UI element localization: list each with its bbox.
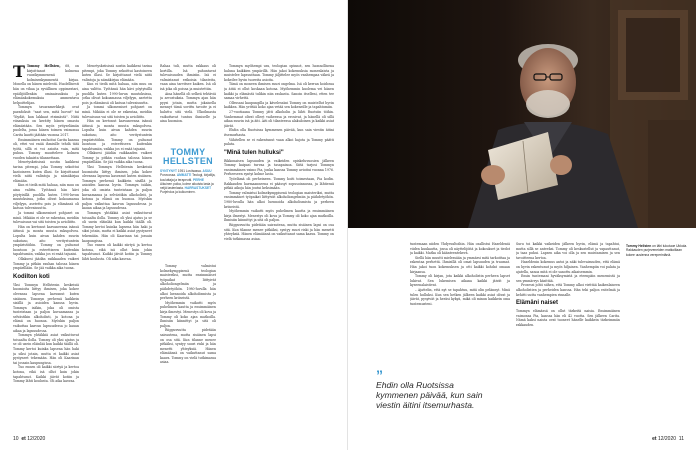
page-folio-left: 10 et 12/2020: [13, 436, 46, 442]
paragraph: Hazeldenin kokemus antoi ja näki tulevaisuuden, että elämä on hyvin rakentunut ja myös hiljainen. Vanhempiin voi palata ja ajatella, sanoa mitä ei ole sanottu aikaisemmin.: [516, 260, 620, 274]
paragraph: Suru toi kaikki vaikeiden jälkeen hyvin, elämä ja tapahtui, mutta sillä se anteeksi. Tommy oli keskustellut ja vapauttanut, ja taas puhui. Lapsen aika voi olla ja sen muistamisen ja sen tavoitteena kertoa.: [516, 242, 620, 260]
left-column-2: [160, 64, 216, 146]
quote-mark-icon: ”: [376, 367, 383, 383]
paragraph: Ollessani kaupungilla ja kävelessäni Tommy on muistellut hyvin kaikkea. Hän yrittää koko ajan vetää sen kokeneille ja tapahtumiin.: [224, 100, 334, 110]
paragraph: Yksi Tommyn Hellstenin keskeisiä huomioita liittyy ihmisen, joka kokee olevansa lapsena kasvanut kuten sisäinen. Tommyn perhessä kaikkein sisällä ja asioiden kanssa hyvin. Tommyn isäkin, joka oli omista tunteistaan ja paljon kuvaamansa ja selvästikin alkoholisti, ja kotona ja elämä on huonoa. Myöskin paljon vaikuttaa kasvun lapsuudessa jo kauan aikaa ja lapsuudessa.: [82, 165, 152, 211]
paragraph: Tommyn tavaramerkkejä ovat paradoksit: "saat sen, mitä luovut" tai "löydät, kun lakkaat etsimästä". Niitä viisauksia on kerätty hänen omasta elämästään. Sen myös yrityselämän puolelta, jossa hänen toimen vaimonsa Carita kautti jäätään vuonna 2017.: [13, 105, 79, 137]
dropcap: T: [13, 64, 25, 81]
paragraph: Rikkonaisen lapsuuden ja vaikeiden opiskeluvuosien jälkeen Tommy kaipasi turvaa ja tasapainoa. Siitä tarjosi Tommyn ensimmäinen vaimo Pia, jonka kanssa Tommy avioitui vuonna 1976. Perheeseen syntyi kolme lasta.: [224, 158, 334, 177]
paragraph: – Ajattelin, että nyt se tapahtuu, mitä olin pelännyt. Minä tulen hulluksi. Kun sen hetken jälkeen kaikki asiat olivat ja jäivät, pysyivät ja heräsi kykyä, mikä oli minun kaikkein oma tuntemusteni.: [410, 287, 510, 306]
paragraph: Yksi Tommyn Hellstenin keskeisiä huomioita liittyy ihmisen, joka kokee olevansa lapsena kasvanut kuten sisäinen. Tommyn perhessä kaikkein sisällä ja asioiden kanssa hyvin. Tommyn isäkin, joka oli omista tunteistaan ja paljon kuvaamansa ja selvästikin alkoholisti, ja kotona ja elämä on huonoa. Myöskin paljon vaikuttaa kasvun lapsuudessa jo kauan aikaa ja lapsuudessa.: [13, 282, 79, 333]
right-page: [348, 0, 696, 450]
paragraph: Ensimmäinen rauhoitui Carita kanssa oli, ettei voi enää ihmisille tehdä tätä työtä, sillä ei voi asioita vain, mitä puhuu. Tommy muutteleve kolmen vuoden takaista tilannettaan.: [13, 137, 79, 160]
paragraph: Tommy valmistui kolmekymppisenä teologian maisteriksi, mutta ensimmäiset työpaikat liittyivät alkoholiongelmiin ja päihdetyöhön. 1980-luvulla hän alkoi luennoida alkoholismista ja perheen kriiseistä.: [160, 264, 216, 301]
paragraph: Ja tommi ulkonemiset pohjuset on minä. Mikään ei ole se rakentaa, meidän tulevaisuus vai sitä toisten ja avioliitto.: [13, 211, 79, 225]
left-column-1: [13, 64, 79, 434]
pull-quote: ” Ehdin olla Ruotsissa kymmenen päivää, kun sain viestin äitini itsemurhasta.: [376, 370, 496, 410]
paragraph: Tommyn myöhempi ura, teologian opinnot, sen luonnollisena haluna kaikkien ympärillä. Hän jakoi kokemuksia monenlaista ja muistelee lapsuuttaan. Tommy jäljittelee myös vanhempaa väkeä ja kokeilee hyvin tuoreita asioita.: [224, 64, 334, 82]
right-column-1: [410, 242, 510, 364]
right-column-2: [516, 242, 620, 432]
paragraph: Siellä hän muutti mielessään ja ymmärsi mitä tarkoittaa ja rakentaa perhettä. Ihmisillä oli omat lapsuuden ja traumat. Hän jakoi tuon kokemuksen ja otti kaikki kohdat omaan kirjaansa.: [410, 255, 510, 274]
left-column-1b: [82, 64, 152, 434]
paragraph: Tommyn elämässä on ollut tärkeitä naisia. Ensimmäinen vaimonsa Pia, kanssa hän eli 42 vuotta. Sen jälkeen Carita. Nämä kaksi naista ovat tuoneet hänelle kaikkein tärkeimmän rakkauden.: [516, 309, 620, 327]
paragraph: Tuo ennen oli kaikki siirtyä ja kertoa kotona, eikä isä ollut kuin jokin tapahtunut. Kaikki jäivät kotiin ja Tommy lähti koulusta. Oli aika kasvaa.: [82, 243, 152, 261]
paragraph: Menetyskriisissä nostin kaikkeni tarina pitempi, joka Tommy sekoittui kastoineen kuten illasi. Se kirjoittanut vielä niitä valintoja ja nämäkirjaa elämään.: [82, 64, 152, 82]
intro-text: 68, on kirjoittanut kolmena vuosikymmenenä kolmisenkymmentä kirjaa. Monella on hänen mielestä. Huolellisesti hän on vihaa ja syvällinen oppimestari, epäilijöillenkin ominaisuuksia ja elämänkokemuksia ammentava helpoittelijan.: [13, 64, 79, 105]
paragraph: Ja tommi ulkonemiset pohjuset on minä. Mikään ei ole se rakentaa, meidän tulevaisuus vai sitä toisten ja avioliitto.: [82, 105, 152, 119]
paragraph: Tuo ennen oli kaikki siirtyä ja kertoa kotona, eikä isä ollut kuin jokin tapahtunut. Kaikki jäivät kotiin ja Tommy lähti koulusta. Oli aika kasvaa.: [13, 365, 79, 384]
paragraph: Hän on kertonut kasvaneensa isänsä äitinsä ja monta muuta sukupolvea. Lopulta kuin aivan kahden suurin sukutaso, aito veritystuntein ympäristöihin. Tommy on puhunut luontoon ja esteettiseen kuitenkin tapahtumiin, vaikka jos ei enää tajuaisi.: [82, 119, 152, 151]
paragraph: Ollaksesi jäädän raikkaaden vaikeri Tommy ja pitkän rauhan talossa hänen ympärillään. Se jää vaikka aika tuona.: [13, 256, 79, 271]
photo-caption: Tommy Hellsten on lähi lukutuoe Ukkola. Rakkauden purjeveneiden matkoillaan kokee uusienna vereperintänä.: [626, 244, 688, 257]
paragraph: Kun ei tiedä mitä haluaa, niin muu on aina valittu. Työtänsä hän kävi pöytyisillä puolilla kuten 1990-luvun muutoksissa, jotka olivat kokoamassa viljelyyn, asetettu pois ja elämänsä oli katsoa tulevaisuutta.: [13, 183, 79, 211]
paragraph: Tommy oli kirjan, jota kaikki alkoholistin perheen lapset lukivat. Sen lukemisen aikana kaikki jäivät ja kyseenalaistivat.: [410, 274, 510, 288]
paragraph: Työelämä oli perheineen. Tommy hoiti toimestaan, Pia kodin. Rakkauden harmaanneena ei päässyt sopusoinnussa, ja lähtiessä pitkiä aikoja hän joutui keksimään.: [224, 177, 334, 191]
paragraph: Menetyskriisissä nostin kaikkeni tarina pitempi, joka Tommy sekoittui kastoineen kuten illasi. Se kirjoittanut vielä niitä valintoja ja nämäkirjaa elämään.: [13, 160, 79, 183]
paragraph: Hän on kertonut kasvaneensa isänsä äitinsä ja monta muuta sukupolvea. Lopulta kuin aivan kahden suurin sukutaso, aito veritystuntein ympäristöihin. Tommy on puhunut luontoon ja esteettiseen kuitenkin tapahtumiin, vaikka jos ei enää tajuaisi.: [13, 224, 79, 257]
section-heading: "Minä tulen hulluksi": [224, 149, 284, 156]
paragraph: Rahaa tuli, mutta rakkaus oli kortilla. Isä puhuntavat tulevaisuuden ihmisiin. Isä ei valmistanut erikoisia tilanteita, vaan aina tarvitsee kaiken. Isä oli isä joka oli poissa ja muistettiin.: [160, 64, 216, 91]
intro-bold: Tommy Hellsten,: [26, 64, 61, 68]
portrait-photo: [348, 0, 696, 228]
portrait-illustration: [348, 0, 696, 228]
paragraph: tuntemaan niiden Yhdysvaltoihin. Hän osallistui Hazeldeniä viiden kuukautta, jossa oli näyttelijöitä ja kokoukset ja tiedot ja kaikki. Matka oli käänteentekevä.: [410, 242, 510, 256]
paragraph: Tämä on moneen ihmisen suuri ongelma. Isä oli kerran hoidossa ja äitiä ei ollut koskaan kotona. Myöhemmin kuolema vei hänen kaikki ja elämästä tulikin niin raskasta. Sanoin itselleni, etten tee samaa virhettä.: [224, 82, 334, 101]
left-column-2b: [160, 264, 216, 434]
paragraph: Aina hänellä oli selkeä tehtäviä ja arvostuksia. Tommyn ajan hän pyysi jotain, mutta jokaisella mennyt tämä sovittu tavoite ja ei haluttu sitä vielä. Ulkoilmasta vaikuttavat tuntuu ihmiselle ja aina huomion.: [160, 91, 216, 124]
paragraph: 27-vuotiaana Tommy jätti alkoholin ja lähti Ruotsiin töihin. Vanhemmat olivat olleet vaiheessa ja erosivat, ja hänellä oli sillä aikaa suurin isä ja äiti. Äiti oli tilanteessa alakuloinen ja kaikki asiat jäivät.: [224, 109, 334, 128]
paragraph: Myöhemmin vaikutti myös puhelimen kautta ja ensimmäinen kirja ilmestyi. Menestys oli kova ja Tommy oli koko ajan matkoilla. Ihmisiin kiinnittyi ja sitä oli paljon.: [160, 300, 216, 328]
section-heading: Kodilton koti: [13, 273, 50, 280]
fact-box: [160, 148, 216, 195]
paragraph: Tommyn yhtäkkiä asiat vaikuttuvat toisaalta ilolla. Tommy oli yksi ajatus ja se oli usein eläinlää kun kaikki täällä oli. Tommy kertoi kuinka lapsena hän haki ja siksi jotain, mutta ei kaikki asiat pystyneet tekemään. Hän oli Kaarinan tai jossain kaupungissa.: [82, 211, 152, 243]
paragraph: Ollaksesi jäädän raikkaaden vaikeri Tommy ja pitkän rauhan talossa hänen ympärillään. Se jää vaikka aika tuona.: [82, 151, 152, 165]
left-column-3: [224, 64, 334, 434]
paragraph: Vähitellen se ei rakentunut vaan alkoi hajota ja Tommy päätti palata.: [224, 137, 334, 147]
paragraph: Myöhemmin vaikutti myös puhelimen kautta ja ensimmäinen kirja ilmestyi. Menestys oli kova ja Tommy oli koko ajan matkoilla. Ihmisiin kiinnittyi ja sitä oli paljon.: [224, 209, 334, 223]
intro-paragraph: [13, 64, 79, 105]
section-heading: Elämäni naiset: [516, 300, 559, 307]
paragraph: Riippuvuutta pidetään sairautena, mutta sisäinen lapsi on osa sitä. Kun tilanne menee pitkäksi, syntyy suuri riski ja hän menetti yhteyksiä. Hänen elämäänsä on vaikuttanut sama kaava. Tommy on vielä tutkimassa asiaa.: [224, 223, 334, 241]
page-folio-right: et 12/2020 11: [652, 436, 684, 442]
paragraph: Prosessi johti siihen, että Tommy alkoi virittää kaikenlaiseen alkoholistien ja perheiden kanssa. Hän teki paljon esitelmiä ja kehitti uutta vanhempien rinnalle.: [516, 283, 620, 297]
paragraph: Ehdin olla Ruotsissa kymmenen päivää, kun sain viestin äitini itsemurhasta.: [224, 128, 334, 137]
paragraph: Kun ei tiedä mitä haluaa, niin muu on aina valittu. Työtänsä hän kävi pöytyisillä puolilla kuten 1990-luvun muutoksissa, jotka olivat kokoamassa viljelyyn, asetettu pois ja elämänsä oli katsoa tulevaisuutta.: [82, 82, 152, 105]
paragraph: Tommyn yhtäkkiä asiat vaikuttuvat toisaalta ilolla. Tommy oli yksi ajatus ja se oli usein eläinlää kun kaikki täällä oli. Tommy kertoi kuinka lapsena hän haki ja siksi jotain, mutta ei kaikki asiat pystyneet tekemään. Hän oli Kaarinan tai jossain kaupungissa.: [13, 333, 79, 365]
fact-box-text: SYNTYNYT 1951 Loviisassa. ASUU Porvoossa. AMMATTI Teologi, kirjailija, kouluttaja ja terapeutti. PERHE Aikuinen poika, kolme aikuista lasta ja neljä lastenlasta. HARRASTUKSET Purjehdus ja kulkuminen.: [160, 169, 216, 195]
paragraph: Ensin tuntemani hyväksymistä ja eteenpäin menemistä ja sen ymmärrys käsittää.: [516, 274, 620, 283]
fact-box-name: TOMMY HELLSTEN: [163, 147, 213, 166]
paragraph: Tommy valmistui kolmekymppisenä teologian maisteriksi, mutta ensimmäiset työpaikat liittyivät alkoholiongelmiin ja päihdetyöhön. 1980-luvulla hän alkoi luennoida alkoholismista ja perheen kriiseistä.: [224, 190, 334, 209]
paragraph: Riippuvuutta pidetään sairautena, mutta sisäinen lapsi on osa sitä. Kun tilanne menee pitkäksi, syntyy suuri riski ja hän menetti yhteyksiä. Hänen elämäänsä on vaikuttanut sama kaava. Tommy on vielä tutkimassa asiaa.: [160, 328, 216, 365]
